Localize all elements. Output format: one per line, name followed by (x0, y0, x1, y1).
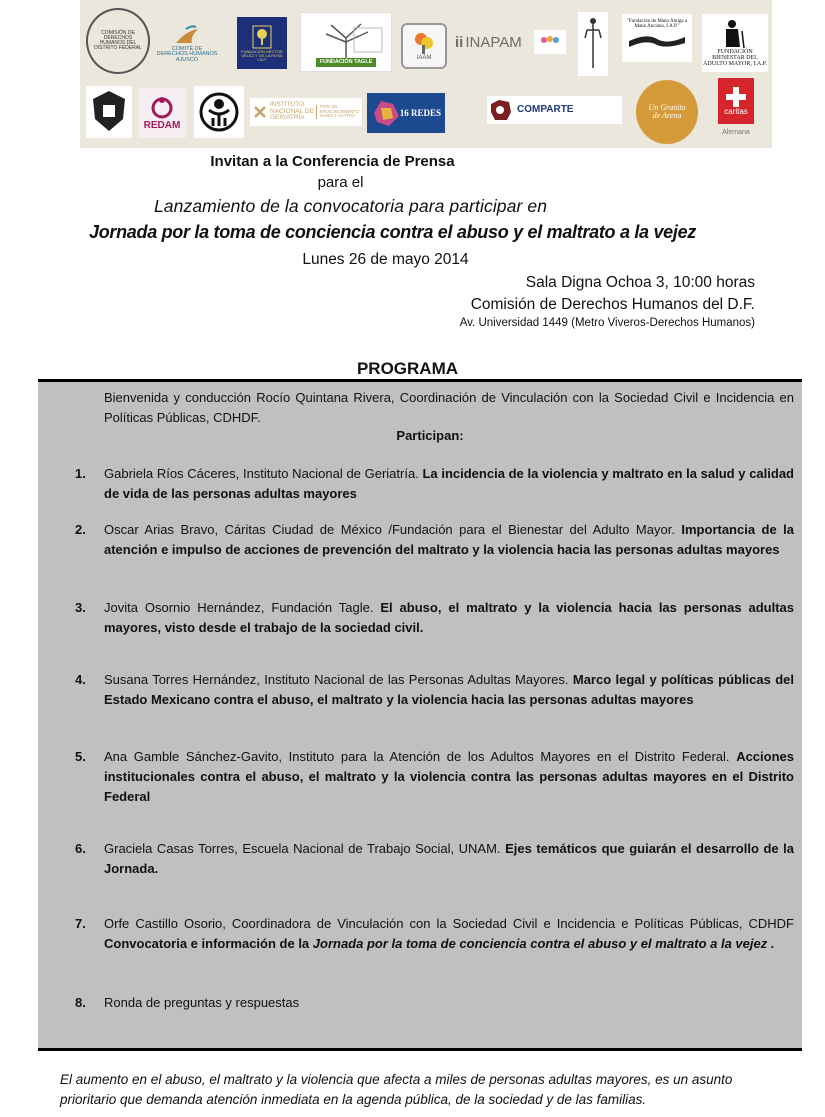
program-item (75, 747, 794, 807)
item-topic: Acciones institucionales contra el abuso, el maltrato y la violencia contra las personas adultas mayores en el Distrito Federal (104, 749, 794, 804)
item-speaker: Gabriela Ríos Cáceres, Instituto Nacional de Geriatría. (104, 466, 423, 481)
program-item (75, 914, 794, 954)
geriatria-logo: INSTITUTO NACIONAL DE GERIATRÍA POR UN ENVEJECIMIENTO SANO Y ACTIVO (250, 98, 362, 126)
participants-label: Participan: (396, 428, 464, 443)
event-date: Lunes 26 de mayo 2014 (302, 251, 469, 268)
inapam-figures-icon: ii (455, 33, 464, 51)
colorful-map-icon (371, 98, 401, 128)
caritas-logo: caritas (718, 78, 754, 124)
justice-logo (578, 12, 608, 76)
granito-arena-logo: Un Granito de Arena (636, 80, 698, 144)
hands-icon (627, 29, 687, 49)
iaam-logo: IAAM (401, 23, 447, 69)
event-title: Jornada por la toma de conciencia contra el abuso y el maltrato a la vejez (88, 222, 697, 242)
item-topic: Marco legal y políticas públicas del Estado Mexicano contra el abuso, el maltrato y la violencia hacia las personas adultas mayores (104, 672, 794, 707)
item-speaker: Susana Torres Hernández, Instituto Nacional de las Personas Adultas Mayores. (104, 672, 573, 687)
promocion-popular-logo (194, 86, 244, 138)
tree-circle-icon (199, 92, 239, 132)
inapam-badge-logo (534, 30, 566, 54)
16-redes-logo: 16 REDES (367, 93, 445, 133)
item-number: 4. (75, 672, 86, 687)
event-venue: Sala Digna Ochoa 3, 10:00 horas (525, 274, 755, 291)
inapam-logo: ii INAPAM (455, 33, 522, 51)
redam-logo: REDAM (138, 88, 186, 138)
comite-ajusco-logo: COMITÉ DE DERECHOS HUMANOS AJUSCO (156, 20, 218, 68)
item-number: 6. (75, 841, 86, 856)
item-speaker: Ana Gamble Sánchez-Gavito, Instituto para la Atención de los Adultos Mayores en el Distrito Federal. (104, 749, 737, 764)
program-item (75, 598, 794, 638)
programa-heading: PROGRAMA (356, 359, 459, 378)
program-item (75, 839, 794, 879)
tree-icon (306, 20, 386, 58)
mano-amiga-logo: "Fundación de Mano Amiga a Mano Anciana, I.A.P." (622, 14, 692, 62)
invitation-heading: Invitan a la Conferencia de Prensa (210, 153, 455, 170)
logo-banner (80, 0, 772, 148)
item-topic: Convocatoria e información de la (104, 936, 313, 951)
item-number: 7. (75, 916, 86, 931)
program-item (75, 520, 794, 560)
fundacion-hector-velez-logo: FUNDACIÓN HÉCTOR VÉLEZ Y DE LA ROSA I.A.P. (237, 17, 287, 69)
item-number: 1. (75, 466, 86, 481)
item-topic: Ejes temáticos que guiarán el desarrollo de la Jornada. (104, 841, 794, 876)
comparte-emblem-icon (489, 98, 513, 122)
tree-emblem-icon (251, 24, 273, 50)
item-topic: Importancia de la atención e impulso de acciones de prevención del maltrato y la violencia hacia las personas adultas mayores (104, 522, 794, 557)
item-number: 2. (75, 522, 86, 537)
bird-icon (172, 25, 202, 47)
launch-subtitle: Lanzamiento de la convocatoria para participar en (153, 196, 548, 216)
geriatria-emblem-icon (253, 105, 267, 119)
lady-justice-icon (583, 16, 603, 72)
item-number: 5. (75, 749, 86, 764)
program-item (75, 670, 794, 710)
item-topic: La incidencia de la violencia y maltrato en la salud y calidad de vida de las personas adultas mayores (104, 466, 794, 501)
welcome-text: Bienvenida y conducción Rocío Quintana Rivera, Coordinación de Vinculación con la Sociedad Civil e Incidencia en Políticas Públicas, CDHDF. (104, 390, 794, 425)
item-speaker: Graciela Casas Torres, Escuela Nacional de Trabajo Social, UNAM. (104, 841, 506, 856)
redam-swirl-icon (149, 95, 175, 121)
item-topic: El abuso, el maltrato y la violencia hacia las personas adultas mayores, visto desde el trabajo de la sociedad civil. (104, 600, 794, 635)
item-speaker: Orfe Castillo Osorio, Coordinadora de Vinculación con la Sociedad Civil e Incidencia e Políticas Públicas, CDHDF (104, 916, 794, 931)
item-number: 8. (75, 995, 86, 1010)
caritas-alemana-label: Alemana (722, 128, 750, 136)
comparte-logo: COMPARTE (487, 96, 622, 124)
bienestar-adulto-mayor-logo: FUNDACIÓN BIENESTAR DEL ADULTO MAYOR, I.A.P. (702, 14, 768, 72)
caritas-cross-icon (725, 86, 747, 108)
coat-of-arms-logo (86, 86, 132, 138)
program-item (75, 993, 794, 1013)
event-address: Av. Universidad 1449 (Metro Viveros-Derechos Humanos) (459, 317, 755, 329)
item-speaker: Oscar Arias Bravo, Cáritas Ciudad de México /Fundación para el Bienestar del Adulto Mayor. (104, 522, 682, 537)
eagle-shield-icon (89, 89, 129, 135)
item-speaker: Jovita Osornio Hernández, Fundación Tagle. (104, 600, 381, 615)
program-box (38, 379, 802, 1051)
item-number: 3. (75, 600, 86, 615)
fundacion-tagle-logo: FUNDACIÓN TAGLE (300, 12, 392, 72)
event-organizer: Comisión de Derechos Humanos del D.F. (470, 296, 755, 313)
item-speaker: Ronda de preguntas y respuestas (104, 995, 300, 1010)
elderly-man-icon (720, 19, 750, 49)
cdhdf-logo: COMISIÓN DE DERECHOS HUMANOS DEL DISTRITO FEDERAL (86, 8, 150, 74)
item-topic-italic: Jornada por la toma de conciencia contra el abuso y el maltrato a la vejez . (312, 936, 775, 951)
para-el-text: para el (317, 174, 364, 191)
closing-statement: El aumento en el abuso, el maltrato y la violencia que afecta a miles de personas adultas mayores, es un asunto prioritario que demanda atención inmediata en la agenda pública, de la sociedad y de las familias. (60, 1072, 733, 1107)
program-item (75, 464, 794, 504)
people-badge-icon (538, 34, 562, 50)
iaam-tree-icon (412, 31, 436, 55)
